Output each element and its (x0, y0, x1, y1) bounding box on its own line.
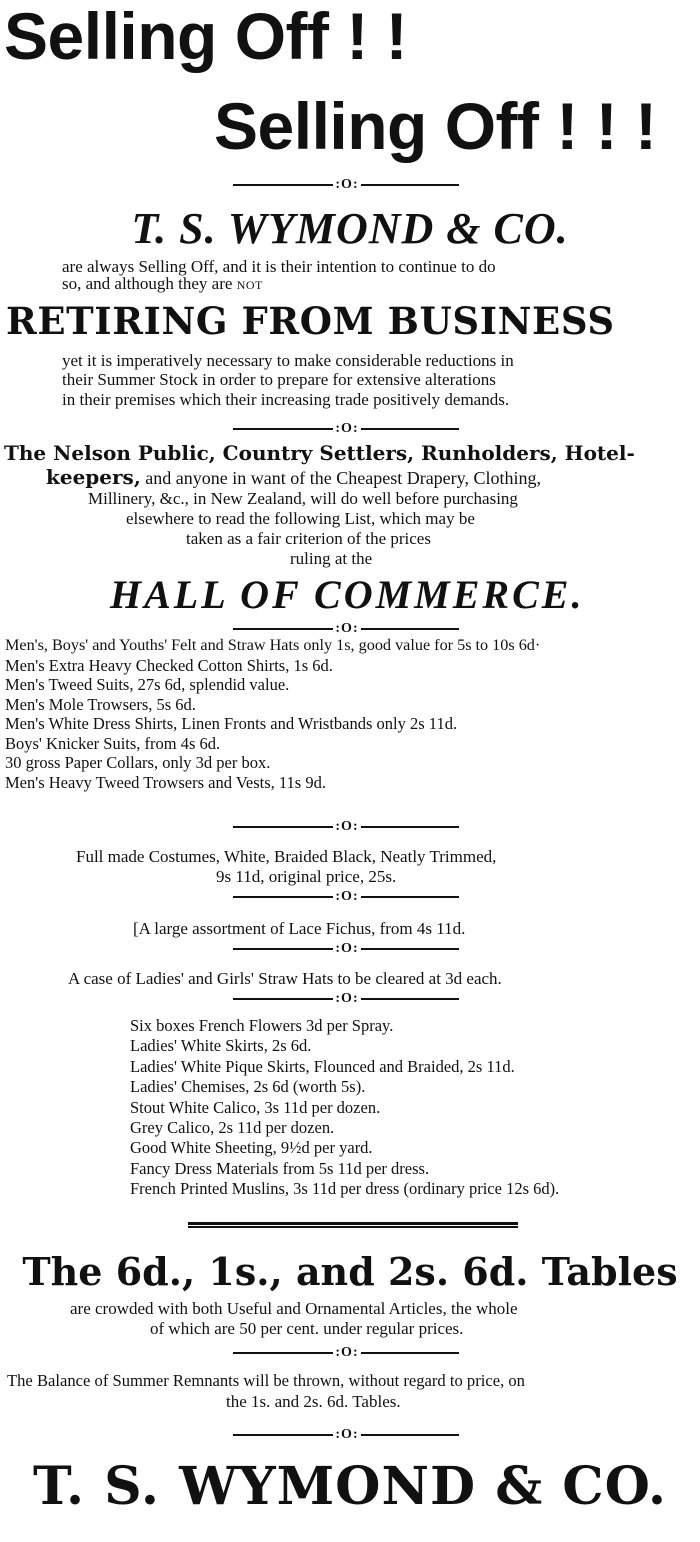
remnants-line-2: the 1s. and 2s. 6d. Tables. (226, 1392, 401, 1411)
separator: :O: (232, 1428, 460, 1442)
tables-line-1: are crowded with both Useful and Ornamental Articles, the whole (70, 1299, 518, 1318)
costumes-line-1: Full made Costumes, White, Braided Black, Neatly Trimmed, (76, 847, 497, 866)
list-item: Men's White Dress Shirts, Linen Fronts and Wristbands only 2s 11d. (5, 714, 458, 733)
separator: :O: (232, 178, 460, 192)
headline-selling-off-2: Selling Off ! ! ! (214, 89, 657, 163)
mens-price-list (5, 636, 540, 792)
appeal-line-1: The Nelson Public, Country Settlers, Runholders, Hotel- (4, 441, 635, 465)
reason-line-3: in their premises which their increasing trade positively demands. (62, 390, 510, 409)
list-item: Grey Calico, 2s 11d per dozen. (130, 1118, 335, 1138)
separator: :O: (232, 992, 460, 1006)
intro-not: NOT (236, 278, 263, 292)
intro-line-2-text: so, and although they are (62, 274, 233, 293)
separator: :O: (232, 422, 460, 436)
list-item: Boys' Knicker Suits, from 4s 6d. (5, 733, 221, 753)
intro-line-1: are always Selling Off, and it is their intention to continue to do (62, 257, 496, 276)
list-item: Six boxes French Flowers 3d per Spray. (130, 1016, 394, 1035)
separator: :O: (232, 622, 460, 636)
separator: :O: (232, 942, 460, 956)
tables-heading: The 6d., 1s., and 2s. 6d. Tables (22, 1249, 678, 1294)
list-item: Fancy Dress Materials from 5s 11d per dress. (130, 1158, 430, 1178)
list-item: Men's Tweed Suits, 27s 6d, splendid value. (5, 675, 290, 694)
list-item: Stout White Calico, 3s 11d per dozen. (130, 1097, 381, 1117)
lace-fichus: [A large assortment of Lace Fichus, from 4s 11d. (133, 919, 466, 938)
firm-name-intro: T. S. WYMOND & CO. (131, 204, 569, 253)
double-rule (188, 1222, 518, 1228)
firm-name-footer: T. S. WYMOND & CO. (32, 1456, 667, 1517)
costumes-line-2: 9s 11d, original price, 25s. (216, 867, 397, 886)
appeal-line-2 (46, 465, 541, 490)
list-item: Good White Sheeting, 9½d per yard. (130, 1138, 373, 1158)
list-item: Ladies' White Pique Skirts, Flounced and Braided, 2s 11d. (130, 1056, 515, 1076)
list-item: French Printed Muslins, 3s 11d per dress (ordinary price 12s 6d). (130, 1179, 560, 1199)
appeal-line-5: taken as a fair criterion of the prices (186, 529, 431, 548)
list-item: Men's Heavy Tweed Trowsers and Vests, 11s 9d. (5, 772, 326, 792)
remnants-line-1: The Balance of Summer Remnants will be thrown, without regard to price, on (7, 1371, 525, 1390)
list-item: Men's, Boys' and Youths' Felt and Straw Hats only 1s, good value for 5s to 10s 6d· (5, 636, 541, 654)
list-item: Ladies' White Skirts, 2s 6d. (130, 1036, 312, 1056)
separator: :O: (232, 820, 460, 834)
separator: :O: (232, 1346, 460, 1360)
ladies-price-list (130, 1016, 559, 1200)
straw-hats: A case of Ladies' and Girls' Straw Hats to be cleared at 3d each. (68, 969, 502, 988)
list-item: Ladies' Chemises, 2s 6d (worth 5s). (130, 1077, 366, 1097)
reason-line-2: their Summer Stock in order to prepare for extensive alterations (62, 370, 496, 389)
hall-of-commerce: HALL OF COMMERCE. (110, 572, 585, 617)
list-item: 30 gross Paper Collars, only 3d per box. (5, 753, 271, 772)
appeal-line-4: elsewhere to read the following List, which may be (126, 509, 475, 528)
list-item: Men's Extra Heavy Checked Cotton Shirts, 1s 6d. (5, 655, 333, 675)
reason-line-1: yet it is imperatively necessary to make considerable reductions in (62, 351, 514, 370)
intro-line-2 (62, 273, 263, 296)
appeal-line-2-text: and anyone in want of the Cheapest Drapery, Clothing, (145, 468, 542, 488)
list-item: Men's Mole Trowsers, 5s 6d. (5, 694, 196, 714)
appeal-line-6: ruling at the (290, 549, 373, 568)
separator: :O: (232, 890, 460, 904)
tables-line-2: of which are 50 per cent. under regular prices. (150, 1319, 464, 1338)
headline-selling-off-1: Selling Off ! ! (4, 0, 408, 73)
appeal-keepers: keepers, (46, 465, 141, 489)
appeal-line-3: Millinery, &c., in New Zealand, will do well before purchasing (88, 489, 518, 508)
retiring-headline: RETIRING FROM BUSINESS (6, 299, 615, 343)
